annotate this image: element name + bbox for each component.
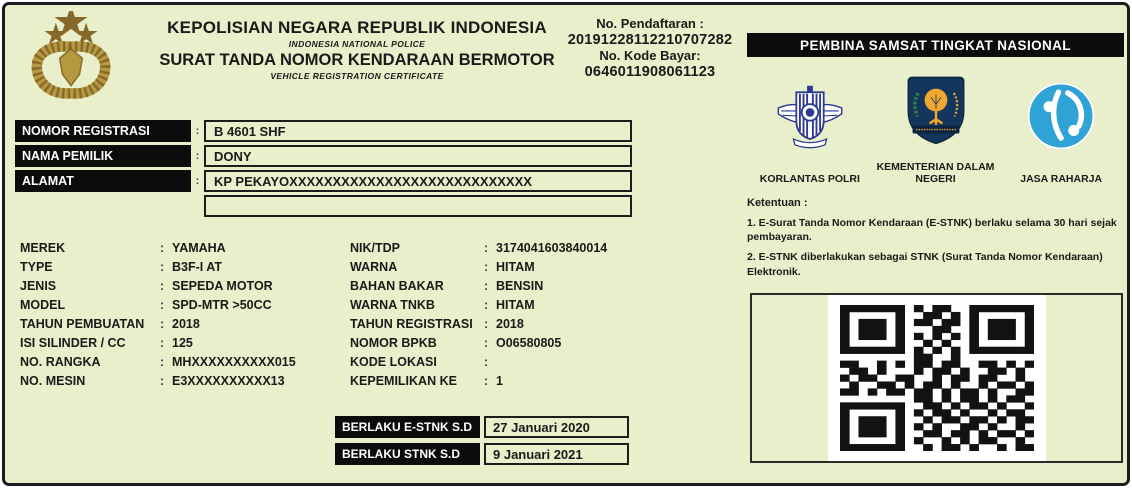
- no-kode-bayar-value: 0646011908061123: [584, 64, 716, 80]
- document-subtitle-en: VEHICLE REGISTRATION CERTIFICATE: [270, 71, 444, 81]
- logo-col-kemendagri: [873, 63, 999, 185]
- validity-row-stnk: [335, 443, 629, 465]
- spec-value: MHXXXXXXXXXX015: [172, 354, 296, 369]
- colon-separator: :: [160, 297, 165, 312]
- jasa-raharja-label: JASA RAHARJA: [1020, 172, 1103, 185]
- spec-value: 1: [496, 373, 503, 388]
- colon-separator: :: [160, 316, 165, 331]
- no-kode-bayar-label: No. Kode Bayar:: [599, 48, 701, 63]
- spec-value: SEPEDA MOTOR: [172, 278, 273, 293]
- spec-value: SPD-MTR >50CC: [172, 297, 272, 312]
- logo-col-jasa-raharja: [998, 63, 1124, 185]
- spec-value: YAMAHA: [172, 240, 226, 255]
- kemendagri-icon: [904, 63, 968, 158]
- colon-separator: :: [160, 354, 165, 369]
- spec-label: TYPE: [20, 259, 53, 274]
- pembina-samsat-banner: PEMBINA SAMSAT TINGKAT NASIONAL: [747, 33, 1124, 57]
- colon-separator: :: [160, 335, 165, 350]
- ketentuan-item-1: 1. E-Surat Tanda Nomor Kendaraan (E-STNK) berlaku selama 30 hari sejak pembayaran.: [747, 217, 1117, 244]
- colon-separator: :: [484, 278, 489, 293]
- spec-value: O06580805: [496, 335, 562, 350]
- agency-subtitle-en: INDONESIA NATIONAL POLICE: [288, 39, 426, 49]
- colon-separator: :: [484, 240, 489, 255]
- spec-label: BAHAN BAKAR: [350, 278, 444, 293]
- no-pendaftaran-value: 20191228112210707282: [567, 32, 733, 48]
- identity-label: ALAMAT: [15, 170, 191, 192]
- colon-separator: :: [484, 297, 489, 312]
- colon-separator: :: [160, 259, 165, 274]
- document-title: SURAT TANDA NOMOR KENDARAAN BERMOTOR: [159, 51, 555, 69]
- spec-row-model: [20, 295, 342, 314]
- spec-row-jenis: [20, 276, 342, 295]
- spec-label: MODEL: [20, 297, 66, 312]
- logo-col-korlantas: [747, 63, 873, 185]
- spec-row-tahun-pembuatan: [20, 314, 342, 333]
- spec-row-no-rangka: [20, 352, 342, 371]
- jasa-raharja-icon: [1027, 63, 1095, 170]
- colon-separator: :: [160, 240, 165, 255]
- spec-value: 3174041603840014: [496, 240, 608, 255]
- validity-label: BERLAKU E-STNK S.D: [335, 416, 480, 438]
- spec-row-nomor-bpkb: [350, 333, 660, 352]
- stnk-card: [2, 2, 1130, 486]
- colon-separator: :: [484, 354, 489, 369]
- qr-frame: [750, 293, 1123, 463]
- agency-title: KEPOLISIAN NEGARA REPUBLIK INDONESIA: [167, 18, 547, 37]
- spec-label: NO. RANGKA: [20, 354, 101, 369]
- spec-label: KEPEMILIKAN KE: [350, 373, 457, 388]
- korlantas-polri-label: KORLANTAS POLRI: [759, 172, 860, 185]
- spec-label: JENIS: [20, 278, 57, 293]
- colon-separator: :: [484, 316, 489, 331]
- colon-separator: :: [160, 278, 165, 293]
- spec-value: 2018: [172, 316, 200, 331]
- identity-label: NAMA PEMILIK: [15, 145, 191, 167]
- colon-separator: :: [160, 373, 165, 388]
- spec-value: 125: [172, 335, 193, 350]
- ketentuan-section: [747, 197, 1127, 285]
- spec-row-merek: [20, 238, 342, 257]
- identity-row-alamat: [15, 170, 632, 192]
- spec-value: E3XXXXXXXXXX13: [172, 373, 285, 388]
- spec-row-tahun-registrasi: [350, 314, 660, 333]
- polri-tribrata-icon: [19, 11, 123, 107]
- spec-row-kepemilikan-ke: [350, 371, 660, 390]
- spec-value: HITAM: [496, 259, 535, 274]
- qr-code: [840, 305, 1034, 451]
- validity-value: 9 Januari 2021: [484, 443, 629, 465]
- spec-row-type: [20, 257, 342, 276]
- colon-separator: :: [195, 150, 200, 162]
- spec-label: WARNA TNKB: [350, 297, 435, 312]
- identity-row-nama-pemilik: [15, 145, 632, 167]
- identity-value: DONY: [204, 145, 632, 167]
- registration-numbers: [551, 16, 749, 80]
- spec-value: B3F-I AT: [172, 259, 222, 274]
- ketentuan-title: Ketentuan :: [747, 197, 808, 209]
- agency-logos-row: [747, 63, 1124, 185]
- identity-value: B 4601 SHF: [204, 120, 632, 142]
- spec-value: HITAM: [496, 297, 535, 312]
- identity-section: [15, 120, 632, 217]
- validity-label: BERLAKU STNK S.D: [335, 443, 480, 465]
- spec-label: WARNA: [350, 259, 398, 274]
- spec-label: MEREK: [20, 240, 66, 255]
- spec-row-isi-silinder: [20, 333, 342, 352]
- header-titles: [143, 18, 571, 81]
- specs-right-column: [350, 238, 660, 390]
- identity-label: NOMOR REGISTRASI: [15, 120, 191, 142]
- spec-label: NOMOR BPKB: [350, 335, 437, 350]
- colon-separator: :: [195, 175, 200, 187]
- validity-value: 27 Januari 2020: [484, 416, 629, 438]
- qr-quiet-zone: [828, 295, 1046, 461]
- ketentuan-item-2: 2. E-STNK diberlakukan sebagai STNK (Surat Tanda Nomor Kendaraan) Elektronik.: [747, 251, 1103, 278]
- spec-value: 2018: [496, 316, 524, 331]
- spec-value: BENSIN: [496, 278, 544, 293]
- colon-separator: :: [484, 373, 489, 388]
- spec-label: TAHUN PEMBUATAN: [20, 316, 145, 331]
- spec-label: TAHUN REGISTRASI: [350, 316, 473, 331]
- specs-left-column: [20, 238, 342, 390]
- korlantas-polri-icon: [774, 63, 846, 170]
- spec-row-nik-tdp: [350, 238, 660, 257]
- validity-row-estnk: [335, 416, 629, 438]
- spec-row-no-mesin: [20, 371, 342, 390]
- spec-row-warna-tnkb: [350, 295, 660, 314]
- colon-separator: :: [195, 125, 200, 137]
- spec-row-bahan-bakar: [350, 276, 660, 295]
- spec-label: ISI SILINDER / CC: [20, 335, 126, 350]
- identity-value: KP PEKAYOXXXXXXXXXXXXXXXXXXXXXXXXXXXX: [204, 170, 632, 192]
- spec-row-kode-lokasi: [350, 352, 660, 371]
- spec-label: NO. MESIN: [20, 373, 86, 388]
- colon-separator: :: [484, 259, 489, 274]
- validity-section: [335, 416, 629, 470]
- spec-row-warna: [350, 257, 660, 276]
- spec-label: KODE LOKASI: [350, 354, 437, 369]
- colon-separator: :: [484, 335, 489, 350]
- identity-extra-address-box: [204, 195, 632, 217]
- identity-row-nomor-registrasi: [15, 120, 632, 142]
- no-pendaftaran-label: No. Pendaftaran :: [596, 16, 704, 31]
- spec-label: NIK/TDP: [350, 240, 400, 255]
- kemendagri-label: KEMENTERIAN DALAM NEGERI: [876, 160, 995, 185]
